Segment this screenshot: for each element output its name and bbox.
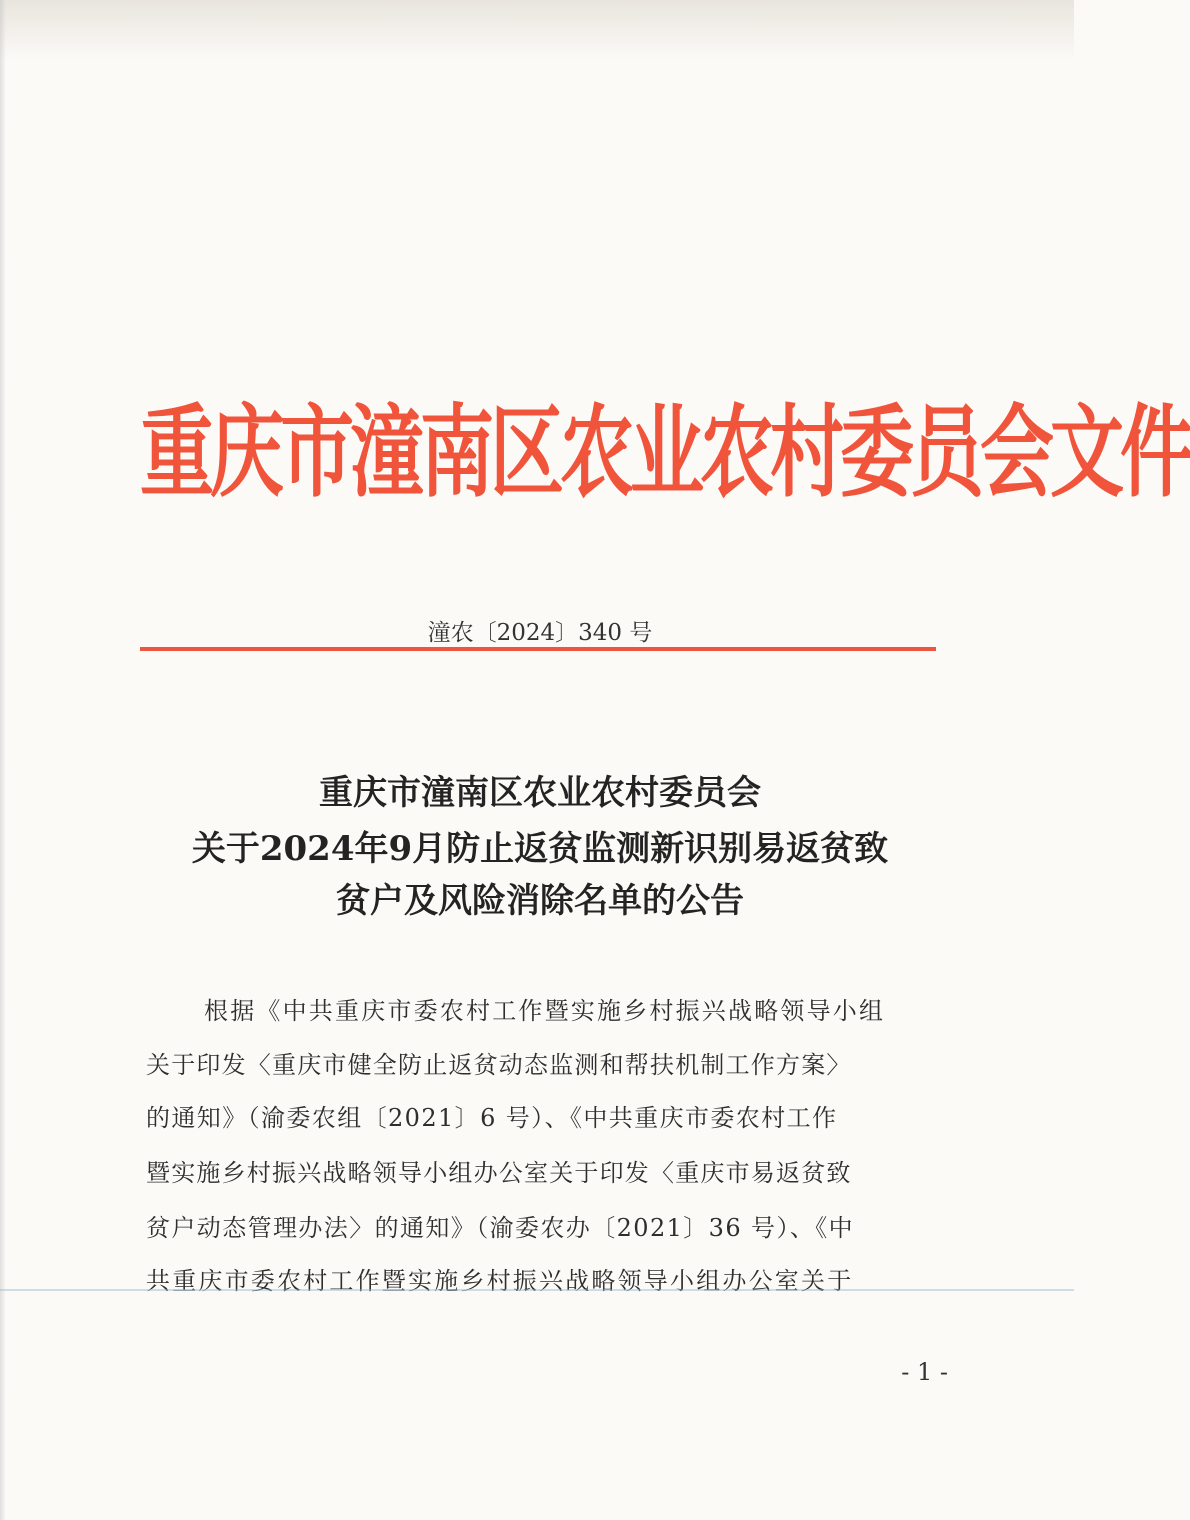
body-line-6: 共重庆市委农村工作暨实施乡村振兴战略领导小组办公室关于 [146,1267,854,1295]
body-line-1: 根据《中共重庆市委农村工作暨实施乡村振兴战略领导小组 [204,997,886,1025]
body-line-4: 暨实施乡村振兴战略领导小组办公室关于印发〈重庆市易返贫致 [146,1159,852,1187]
scan-shadow-left [0,0,6,1520]
page-number: - 1 - [901,1358,948,1386]
body-line-5: 贫户动态管理办法〉的通知》（渝委农办〔2021〕36 号）、《中 [146,1214,855,1242]
scan-fold-line [0,1289,1074,1291]
document-masthead: 重庆市潼南区农业农村委员会文件 [140,394,1190,512]
title-line-3: 贫户及风险消除名单的公告 [336,881,744,921]
title-line-1: 重庆市潼南区农业农村委员会 [319,773,761,813]
title-line-2: 关于2024年9月防止返贫监测新识别易返贫致 [191,829,889,869]
body-line-2: 关于印发〈重庆市健全防止返贫动态监测和帮扶机制工作方案〉 [146,1051,852,1079]
body-line-3: 的通知》（渝委农组〔2021〕6 号）、《中共重庆市委农村工作 [146,1104,838,1132]
red-divider-rule [140,647,936,651]
scan-shadow-top [0,0,1074,60]
document-number: 潼农〔2024〕340 号 [427,620,653,646]
